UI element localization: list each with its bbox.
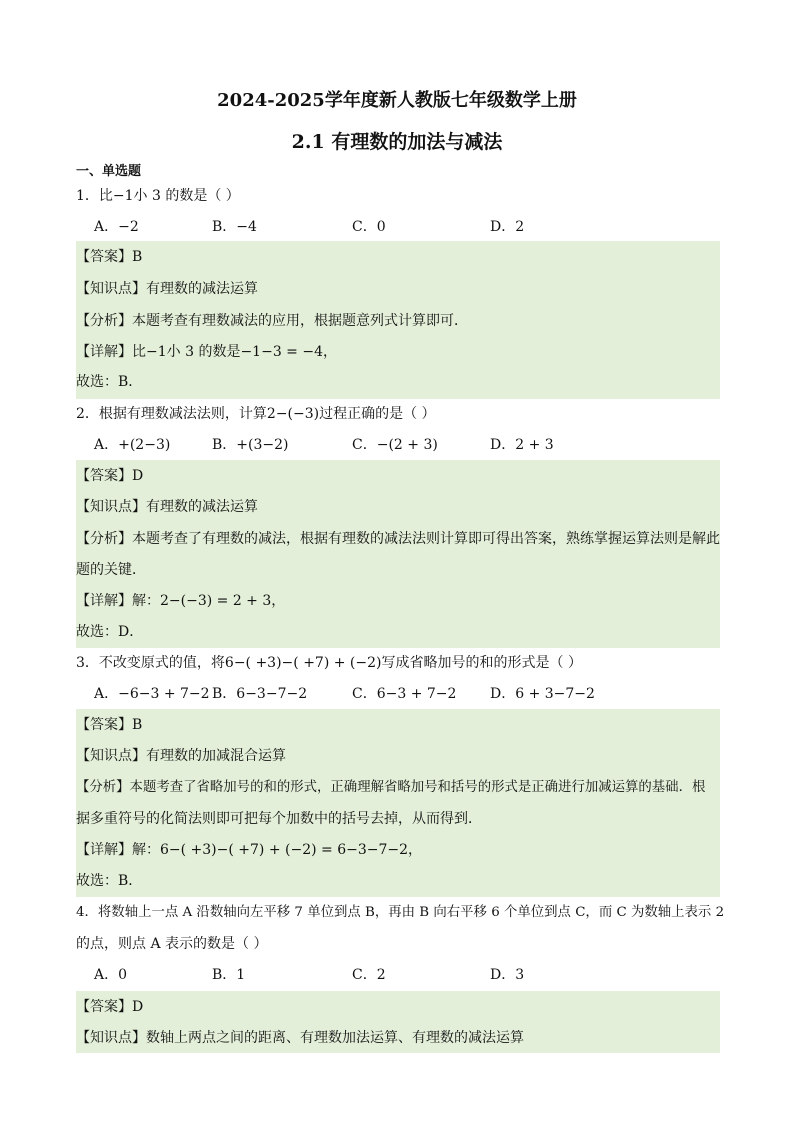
question-1-solution-box	[76, 241, 720, 399]
section-heading: 一、单选题	[76, 164, 142, 179]
option-a: A．0	[94, 967, 128, 983]
option-a: A．−2	[94, 219, 139, 235]
question-4-solution-box	[76, 991, 720, 1053]
knowledge-point: 【知识点】有理数的减法运算	[76, 281, 258, 297]
option-c: C．6−3 + 7−2	[352, 686, 457, 702]
knowledge-point: 【知识点】有理数的加减混合运算	[76, 748, 286, 764]
question-2-stem: 2．根据有理数减法法则，计算2−(−3)过程正确的是（ ）	[76, 406, 436, 422]
answer: 【答案】D	[76, 468, 144, 484]
choose: 故选：D．	[76, 624, 144, 640]
question-3-stem: 3．不改变原式的值，将6−( +3)−( +7) + (−2)写成省略加号的和的形式是（ ）	[76, 655, 582, 671]
knowledge-point: 【知识点】有理数的减法运算	[76, 499, 258, 515]
option-b: B．−4	[212, 219, 257, 235]
option-d: D．2 + 3	[490, 437, 554, 453]
document-title: 2024-2025学年度新人教版七年级数学上册	[217, 90, 577, 111]
analysis-line-1: 【分析】本题考查了省略加号的和的形式，正确理解省略加号和括号的形式是正确进行加减运算的基础．根	[76, 780, 706, 795]
answer: 【答案】B	[76, 717, 143, 733]
detail: 【详解】比−1小 3 的数是−1−3 = −4，	[76, 344, 337, 360]
choose: 故选：B．	[76, 374, 143, 390]
answer: 【答案】D	[76, 999, 144, 1015]
option-b: B．+(3−2)	[212, 437, 289, 453]
question-2-solution-box	[76, 460, 720, 648]
question-3-solution-box	[76, 709, 720, 897]
option-b: B．6−3−7−2	[212, 686, 308, 702]
detail: 【详解】解：2−(−3) = 2 + 3，	[76, 593, 286, 609]
option-c: C．0	[352, 219, 386, 235]
option-a: A．+(2−3)	[94, 437, 171, 453]
option-c: C．2	[352, 967, 386, 983]
analysis-line-2: 据多重符号的化简法则即可把每个加数中的括号去掉，从而得到．	[76, 811, 482, 827]
question-1-stem: 1．比−1小 3 的数是（ ）	[76, 188, 240, 204]
analysis-line-1: 【分析】本题考查了有理数的减法，根据有理数的减法法则计算即可得出答案，熟练掌握运算法则是解此	[76, 531, 720, 547]
option-d: D．2	[490, 219, 525, 235]
question-4-stem-line-2: 的点，则点 A 表示的数是（ ）	[76, 936, 268, 952]
option-d: D．6 + 3−7−2	[490, 686, 595, 702]
answer: 【答案】B	[76, 249, 143, 265]
question-4-stem-line-1: 4．将数轴上一点 A 沿数轴向左平移 7 单位到点 B，再由 B 向右平移 6 个单位到点 C，而 C 为数轴上表示 2	[76, 905, 725, 920]
option-d: D．3	[490, 967, 525, 983]
document-subtitle: 2.1 有理数的加法与减法	[291, 131, 503, 153]
detail: 【详解】解：6−( +3)−( +7) + (−2) = 6−3−7−2，	[76, 842, 423, 858]
option-b: B．1	[212, 967, 246, 983]
choose: 故选：B．	[76, 873, 143, 889]
analysis: 【分析】本题考查有理数减法的应用，根据题意列式计算即可．	[76, 313, 468, 329]
option-c: C．−(2 + 3)	[352, 437, 438, 453]
option-a: A．−6−3 + 7−2	[94, 686, 210, 702]
analysis-line-2: 题的关键．	[76, 562, 146, 578]
knowledge-point: 【知识点】数轴上两点之间的距离、有理数加法运算、有理数的减法运算	[76, 1030, 524, 1046]
